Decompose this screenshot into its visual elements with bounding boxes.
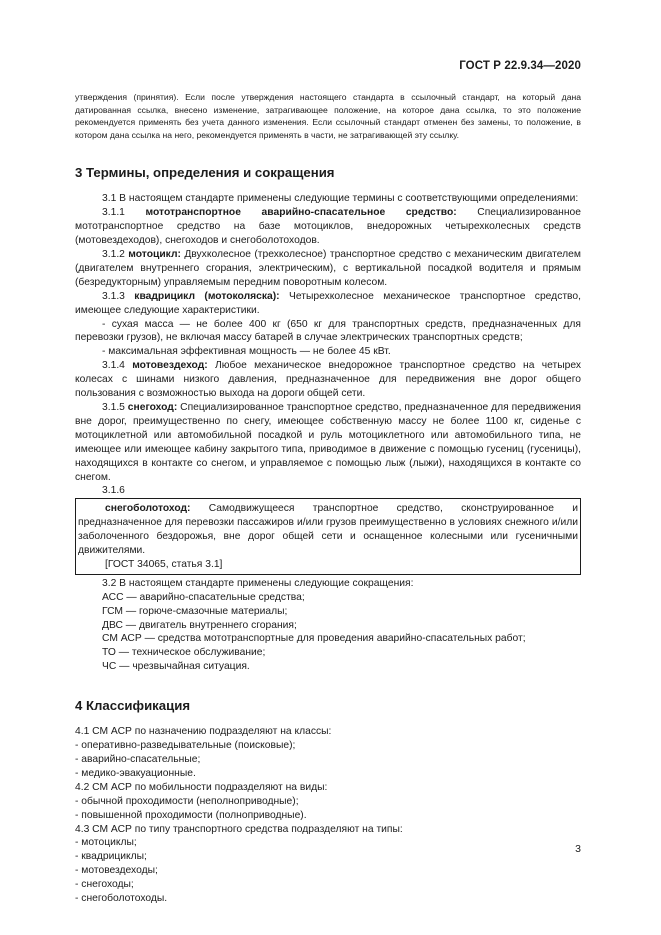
list-item: ТО — техническое обслуживание; <box>102 647 266 659</box>
term-number: 3.1.4 <box>102 360 133 372</box>
list-item: ЧС — чрезвычайная ситуация. <box>102 661 250 673</box>
list-item: - максимальная эффективная мощность — не более 45 кВт. <box>102 346 391 358</box>
term-number: 3.1.5 <box>102 401 128 413</box>
term-3-1-6-number: 3.1.6 <box>102 485 125 497</box>
list-item: ДВС — двигатель внутреннего сгорания; <box>102 619 297 631</box>
term-name: квадрицикл (мотоколяска): <box>134 290 280 302</box>
list-item: - мотовездеходы; <box>75 865 158 877</box>
para-3-2: 3.2 В настоящем стандарте применены следующие сокращения: <box>102 577 414 589</box>
list-item: СМ АСР — средства мототранспортные для проведения аварийно-спасательных работ; <box>102 633 526 645</box>
term-3-1-5 <box>75 401 581 484</box>
standard-header: ГОСТ Р 22.9.34—2020 <box>459 60 581 72</box>
term-3-1-2 <box>75 248 581 290</box>
term-name: мотоцикл: <box>128 249 181 260</box>
list-item: - снегоболотоходы. <box>75 893 168 905</box>
page-content <box>75 91 581 906</box>
para-4-1: 4.1 СМ АСР по назначению подразделяют на классы: <box>75 726 332 738</box>
list-item: - сухая масса — не более 400 кг (650 кг для транспортных средств, предназначенных для перевозки грузов), не включая массу батарей в случае электрических транспортных средств; <box>75 318 581 344</box>
list-item: АСС — аварийно-спасательные средства; <box>102 591 305 603</box>
term-definition: Любое механическое внедорожное транспортное средство на четырех колесах с шинами низкого давления, предназначенное для передвижения вне дорог общего пользования с возможностью выхода на дороги общей сети. <box>75 360 582 400</box>
term-source-reference: [ГОСТ 34065, статья 3.1] <box>105 558 223 570</box>
quoted-term-box <box>75 498 581 575</box>
para-4-3: 4.3 СМ АСР по типу транспортного средства подразделяют на типы: <box>75 823 403 835</box>
list-item: - аварийно-спасательные; <box>75 754 201 765</box>
list-item: - квадрициклы; <box>75 851 147 863</box>
para-4-2: 4.2 СМ АСР по мобильности подразделяют на виды: <box>75 781 328 793</box>
section-4-heading: 4 Классификация <box>75 698 191 714</box>
para-3-1: 3.1 В настоящем стандарте применены следующие термины с соответствующими определениями: <box>102 193 579 205</box>
term-name: мототранспортное аварийно-спасательное средство: <box>145 207 457 219</box>
list-item: ГСМ — горюче-смазочные материалы; <box>102 605 288 617</box>
list-item: - обычной проходимости (неполноприводные); <box>75 795 299 807</box>
term-number: 3.1.3 <box>102 290 135 302</box>
term-name: снегоход: <box>127 401 178 413</box>
list-item: - медико-эвакуационные. <box>75 767 196 779</box>
term-number: 3.1.1 <box>102 207 146 219</box>
term-3-1-1 <box>75 206 581 248</box>
list-item: - снегоходы; <box>75 879 134 891</box>
page-number: 3 <box>575 843 581 855</box>
section-3-heading: 3 Термины, определения и сокращения <box>75 165 335 181</box>
term-definition: Двухколесное (трехколесное) транспортное средство с механическим двигателем (двигателем внутреннего сгорания, электрическим), с вертикальной посадкой водителя и прямым (безредукторным) управляемым передним поворотным колесом. <box>75 249 581 288</box>
term-name: снегоболотоход: <box>105 503 191 515</box>
term-3-1-3 <box>75 290 581 318</box>
term-name: мотовездеход: <box>132 360 208 372</box>
list-item: - повышенной проходимости (полноприводные). <box>75 809 307 821</box>
term-3-1-4 <box>75 359 581 401</box>
list-item: - мотоциклы; <box>75 837 137 849</box>
term-definition: Специализированное мототранспортное средство на базе мотоциклов, внедорожных четырехколесных средств (мотовездеходов), снегоходов и снегоболотоходов. <box>75 207 581 247</box>
list-item: - оперативно-разведывательные (поисковые); <box>75 740 296 752</box>
term-definition: Специализированное транспортное средство, предназначенное для передвижения вне дорог, преимущественно по снегу, имеющее собственную массу не более 1100 кг, сиденье с мотоциклетной или автомобильной посадкой и руль мотоциклетного или автомобильного типа, не имеющее или имеющее кабину закрытого типа, приводимое в движение с помощью гусениц (гусеницы), находящихся в контакте со снегом, и управляемое с помощью лыж (лыжи), находящихся в контакте со снегом. <box>75 401 582 483</box>
term-definition: Самодвижущееся транспортное средство, сконструированное и предназначенное для перевозки пассажиров и/или грузов преимущественно в условиях снежного и/или заболоченного бездорожья, вне дорог общей сети и оснащенное колесными или гусеничными движителями. <box>78 503 578 557</box>
term-3-1-6 <box>78 502 578 558</box>
term-number: 3.1.2 <box>102 249 129 260</box>
intro-note: утверждения (принятия). Если после утверждения настоящего стандарта в ссылочный стандарт, на который дана датированная ссылка, внесено изменение, затрагивающее положение, на которое дана ссылка, то это положение рекомендуется применять без учета данного изменения. Если ссылочный стандарт отменен без замены, то положение, в котором дана ссылка на него, рекомендуется применять в части, не затрагивающей эту ссылку. <box>75 92 581 140</box>
term-definition: Четырехколесное механическое транспортное средство, имеющее следующие характеристики. <box>75 290 581 316</box>
